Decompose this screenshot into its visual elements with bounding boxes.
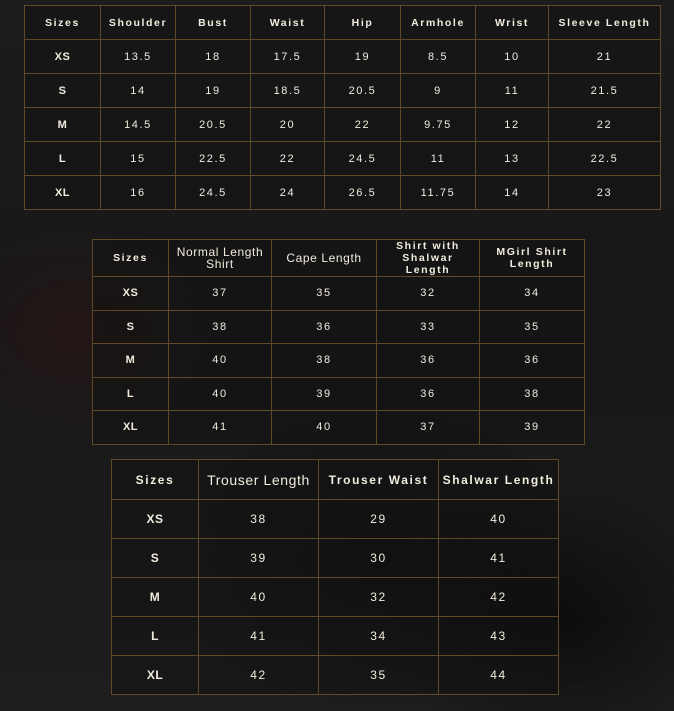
size-cell: L [112, 617, 199, 656]
table-cell: 11.75 [401, 176, 476, 210]
table-cell: 8.5 [401, 40, 476, 74]
table-cell: 38 [169, 310, 272, 344]
table-cell: 9 [401, 74, 476, 108]
table-cell: 33 [377, 310, 480, 344]
header-trouser-length: Trouser Length [199, 460, 319, 500]
header-wrist: Wrist [476, 6, 549, 40]
table-cell: 40 [199, 578, 319, 617]
table-cell: 15 [101, 142, 176, 176]
size-cell: XS [25, 40, 101, 74]
table-cell: 39 [480, 411, 585, 445]
table-cell: 35 [480, 310, 585, 344]
header-cape-length: Cape Length [272, 240, 377, 277]
table-cell: 13 [476, 142, 549, 176]
header-normal-length-shirt: Normal Length Shirt [169, 240, 272, 277]
table-cell: 22 [549, 108, 661, 142]
size-cell: XL [93, 411, 169, 445]
size-cell: L [93, 377, 169, 411]
table-cell: 42 [439, 578, 559, 617]
table-cell: 35 [272, 277, 377, 311]
size-cell: M [25, 108, 101, 142]
table-cell: 19 [176, 74, 251, 108]
header-sleeve-length: Sleeve Length [549, 6, 661, 40]
header-row [112, 460, 559, 500]
table-row [112, 617, 559, 656]
table-cell: 21.5 [549, 74, 661, 108]
table-cell: 37 [169, 277, 272, 311]
table-cell: 13.5 [101, 40, 176, 74]
table-cell: 37 [377, 411, 480, 445]
size-cell: M [112, 578, 199, 617]
table-cell: 40 [169, 344, 272, 378]
table-cell: 41 [439, 539, 559, 578]
size-cell: XL [112, 656, 199, 695]
size-chart-trouser-shalwar [111, 459, 559, 695]
table-cell: 34 [319, 617, 439, 656]
size-cell: M [93, 344, 169, 378]
size-cell: S [112, 539, 199, 578]
table-cell: 43 [439, 617, 559, 656]
table-cell: 44 [439, 656, 559, 695]
table-cell: 22.5 [549, 142, 661, 176]
size-chart-shirt-lengths [92, 239, 585, 445]
table-cell: 24.5 [176, 176, 251, 210]
header-bust: Bust [176, 6, 251, 40]
table-cell: 14.5 [101, 108, 176, 142]
table-cell: 16 [101, 176, 176, 210]
table-row [112, 578, 559, 617]
table-cell: 30 [319, 539, 439, 578]
header-hip: Hip [325, 6, 401, 40]
table-row [25, 74, 661, 108]
table-cell: 18.5 [251, 74, 325, 108]
table-cell: 34 [480, 277, 585, 311]
header-trouser-waist: Trouser Waist [319, 460, 439, 500]
size-cell: S [25, 74, 101, 108]
table-cell: 17.5 [251, 40, 325, 74]
header-mgirl-shirt-length: MGirl Shirt Length [480, 240, 585, 277]
header-sizes: Sizes [93, 240, 169, 277]
table-row [112, 656, 559, 695]
header-shirt-with-shalwar-length: Shirt with Shalwar Length [377, 240, 480, 277]
table-row [25, 40, 661, 74]
table-cell: 24 [251, 176, 325, 210]
table-cell: 29 [319, 500, 439, 539]
header-waist: Waist [251, 6, 325, 40]
table-cell: 36 [480, 344, 585, 378]
table-cell: 39 [199, 539, 319, 578]
table-cell: 11 [401, 142, 476, 176]
table-cell: 14 [101, 74, 176, 108]
table-cell: 40 [169, 377, 272, 411]
header-shoulder: Shoulder [101, 6, 176, 40]
table-cell: 40 [272, 411, 377, 445]
table-cell: 21 [549, 40, 661, 74]
table-row [25, 176, 661, 210]
table-cell: 11 [476, 74, 549, 108]
size-cell: L [25, 142, 101, 176]
table-cell: 23 [549, 176, 661, 210]
table-cell: 32 [319, 578, 439, 617]
table-cell: 36 [377, 344, 480, 378]
size-chart-body-measurements [24, 5, 661, 210]
table-cell: 38 [480, 377, 585, 411]
header-armhole: Armhole [401, 6, 476, 40]
table-cell: 24.5 [325, 142, 401, 176]
table-cell: 22 [251, 142, 325, 176]
table-row [25, 142, 661, 176]
table-cell: 22.5 [176, 142, 251, 176]
header-sizes: Sizes [112, 460, 199, 500]
table-cell: 12 [476, 108, 549, 142]
header-sizes: Sizes [25, 6, 101, 40]
table-cell: 18 [176, 40, 251, 74]
table-row [93, 310, 585, 344]
table-cell: 38 [199, 500, 319, 539]
table-cell: 41 [199, 617, 319, 656]
table-cell: 9.75 [401, 108, 476, 142]
table-row [112, 539, 559, 578]
size-cell: S [93, 310, 169, 344]
table-row [25, 108, 661, 142]
table-cell: 36 [377, 377, 480, 411]
table-cell: 19 [325, 40, 401, 74]
size-cell: XS [112, 500, 199, 539]
table-cell: 32 [377, 277, 480, 311]
table-cell: 42 [199, 656, 319, 695]
header-row [93, 240, 585, 277]
size-cell: XS [93, 277, 169, 311]
table-row [93, 377, 585, 411]
header-row [25, 6, 661, 40]
table-cell: 20 [251, 108, 325, 142]
table-cell: 36 [272, 310, 377, 344]
table-cell: 20.5 [325, 74, 401, 108]
table-row [93, 344, 585, 378]
table-row [112, 500, 559, 539]
table-cell: 41 [169, 411, 272, 445]
table-row [93, 277, 585, 311]
table-cell: 38 [272, 344, 377, 378]
size-cell: XL [25, 176, 101, 210]
table-cell: 20.5 [176, 108, 251, 142]
table-cell: 26.5 [325, 176, 401, 210]
table-cell: 35 [319, 656, 439, 695]
header-shalwar-length: Shalwar Length [439, 460, 559, 500]
table-row [93, 411, 585, 445]
table-cell: 39 [272, 377, 377, 411]
table-cell: 14 [476, 176, 549, 210]
table-cell: 40 [439, 500, 559, 539]
table-cell: 10 [476, 40, 549, 74]
table-cell: 22 [325, 108, 401, 142]
